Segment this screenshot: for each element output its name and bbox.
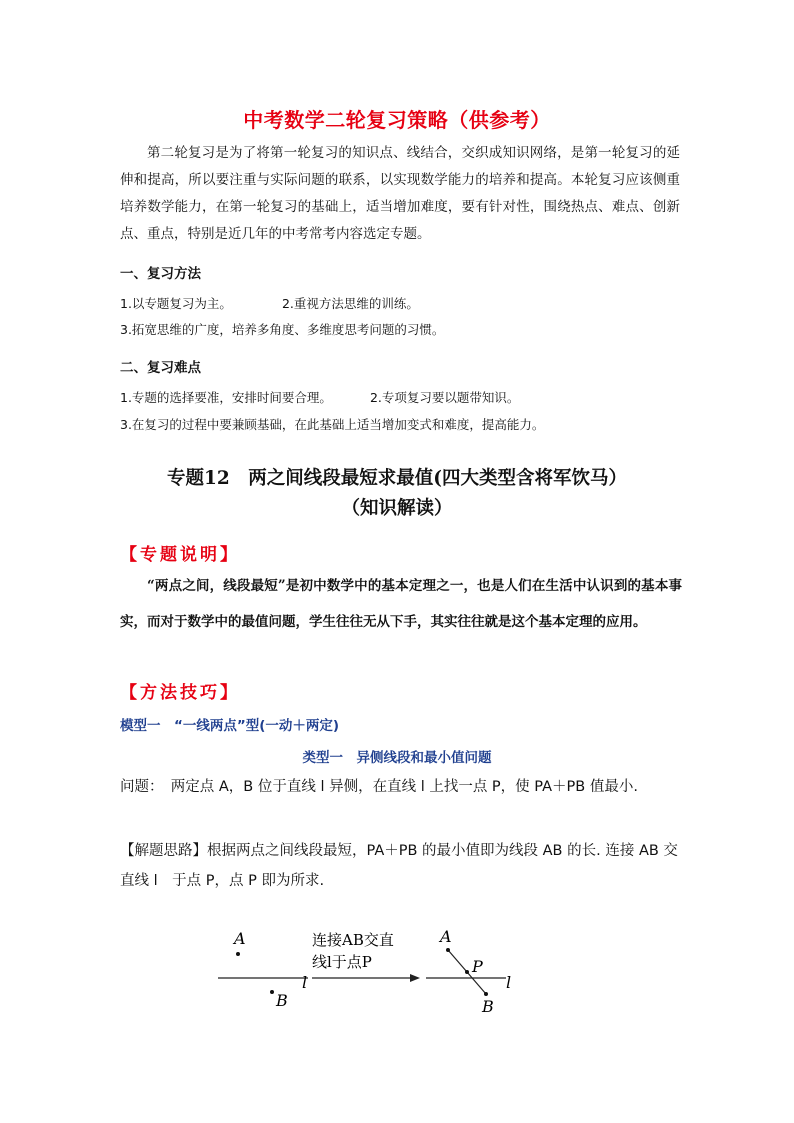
right-label-B: B bbox=[482, 997, 494, 1016]
left-point-B bbox=[270, 990, 274, 994]
topic-title-line2: （知识解读） bbox=[341, 498, 453, 519]
topic-desc-text: “两点之间，线段最短”是初中数学中的基本定理之一，也是人们在生活中认识到的基本事实，而对于数学中的最值问题，学生往往无从下手，其实往往就是这个基本定理的应用。 bbox=[120, 578, 682, 630]
topic-desc-label: 【专题说明】 bbox=[120, 545, 240, 565]
model1-heading: 模型一 “一线两点”型(一动＋两定) bbox=[120, 718, 340, 734]
methods-label: 【方法技巧】 bbox=[120, 683, 240, 703]
section2-item2: 2.专项复习要以题带知识。 bbox=[369, 390, 520, 405]
right-point-P bbox=[465, 970, 469, 974]
right-label-l: l bbox=[506, 973, 512, 992]
type1-heading: 类型一 异侧线段和最小值问题 bbox=[302, 750, 492, 766]
topic-title-line1: 专题12 两之间线段最短求最值(四大类型含将军饮马） bbox=[167, 468, 627, 489]
right-point-A bbox=[446, 948, 450, 952]
left-label-A: A bbox=[234, 929, 246, 948]
doc-title: 中考数学二轮复习策略（供参考） bbox=[243, 108, 551, 132]
section1-heading: 一、复习方法 bbox=[120, 266, 201, 282]
section2-item3: 3.在复习的过程中要兼顾基础，在此基础上适当增加变式和难度，提高能力。 bbox=[120, 417, 545, 432]
left-label-B: B bbox=[276, 991, 288, 1010]
intro-paragraph: 第二轮复习是为了将第一轮复习的知识点、线结合，交织成知识网络，是第一轮复习的延伸和提高，所以要注重与实际问题的联系，以实现数学能力的培养和提高。本轮复习应该侧重培养数学能力，在第一轮复习的基础上，适当增加难度，要有针对性，围绕热点、难点、创新点、重点，特别是近几年的中考常考内容选定专题。 bbox=[120, 145, 680, 242]
left-label-l: l bbox=[302, 973, 308, 992]
section2-line1 bbox=[120, 388, 519, 406]
left-point-A bbox=[236, 952, 240, 956]
solution-text: 【解题思路】根据两点之间线段最短，PA＋PB 的最小值即为线段 AB 的长. 连接 AB 交直线 l 于点 P，点 P 即为所求. bbox=[120, 843, 678, 889]
section2-heading: 二、复习难点 bbox=[120, 360, 201, 376]
section1-item3: 3.拓宽思维的广度，培养多角度、多维度思考问题的习惯。 bbox=[120, 322, 445, 337]
section1-item1: 1.以专题复习为主。 bbox=[120, 296, 232, 311]
right-point-B bbox=[484, 992, 488, 996]
arrow-head-icon bbox=[410, 974, 420, 982]
right-label-P: P bbox=[472, 957, 483, 976]
arrow-text-line2: 线l于点P bbox=[312, 953, 372, 971]
section2-item1: 1.专题的选择要准，安排时间要合理。 bbox=[120, 390, 332, 405]
arrow-text-line1: 连接AB交直 bbox=[312, 931, 394, 949]
question-text: 问题： 两定点 A，B 位于直线 l 异侧，在直线 l 上找一点 P，使 PA＋PB 值最小. bbox=[120, 779, 638, 795]
geometry-diagram bbox=[200, 920, 540, 1020]
section1-item2: 2.重视方法思维的训练。 bbox=[281, 296, 419, 311]
section1-line1 bbox=[120, 294, 419, 312]
right-label-A: A bbox=[440, 927, 452, 946]
